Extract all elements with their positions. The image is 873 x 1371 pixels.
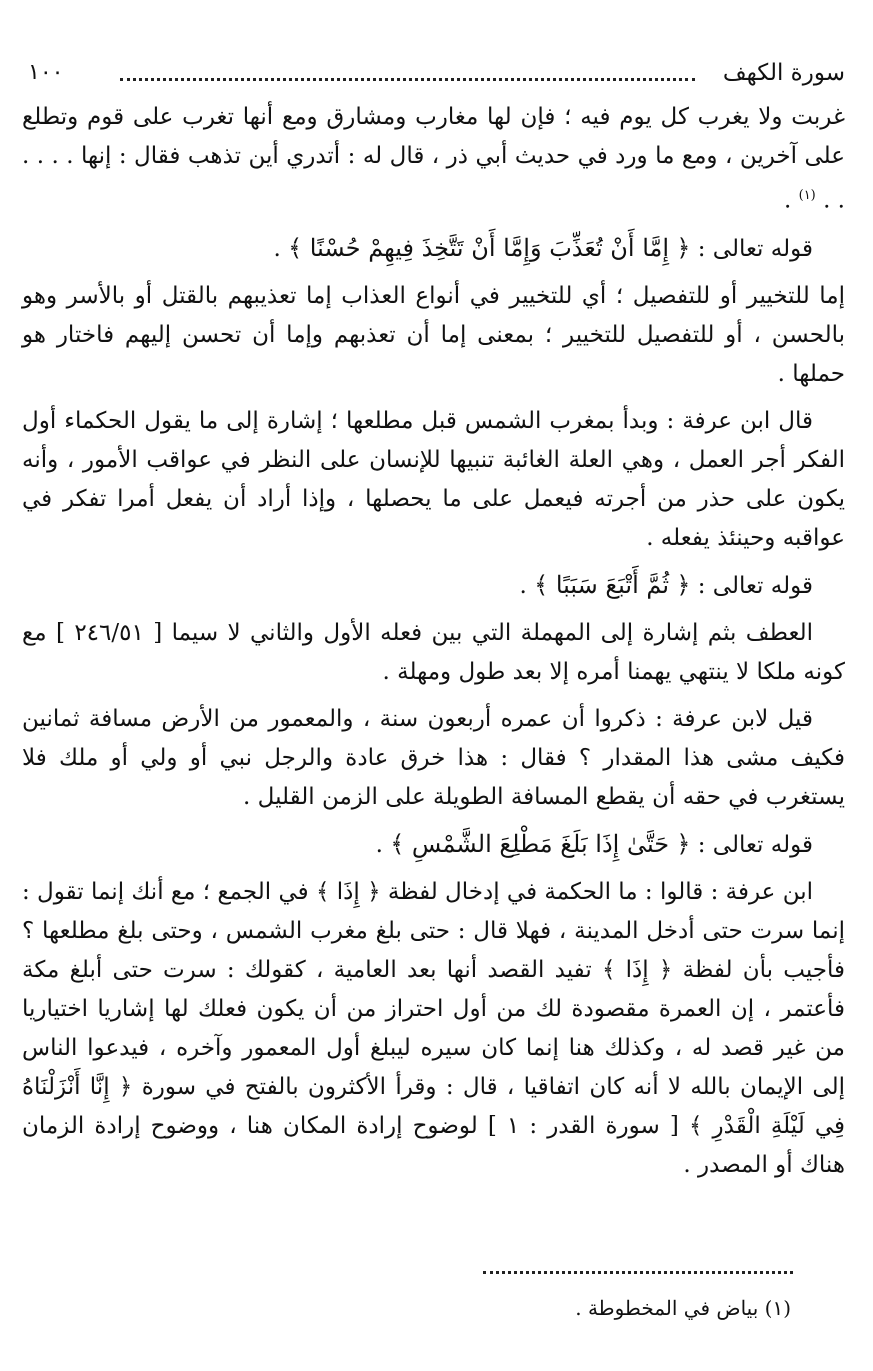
paragraph-4 xyxy=(22,402,845,558)
verse-lead: قوله تعالى : xyxy=(690,831,813,858)
verse-open-bracket: ﴿ xyxy=(676,233,691,262)
paragraph-3 xyxy=(22,277,845,394)
footnote-reference: (١) xyxy=(798,188,816,203)
page-number: ١٠٠ xyxy=(28,60,64,85)
verse-tail: . xyxy=(519,572,527,599)
paragraph-text: العطف بثم إشارة إلى المهملة التي بين فعله الأول والثاني لا سيما xyxy=(171,619,813,646)
verse-lead: قوله تعالى : xyxy=(690,572,813,599)
paragraph-text: إما للتخيير أو للتفصيل ؛ أي للتخيير في أنواع العذاب إما تعذيبهم بالقتل أو بالأسر وهو بالحسن ، أو للتفصيل للتخيير ؛ بمعنى إما أن تعذبهم وإما أن تحسن إليهم فاختار هو حملها . xyxy=(22,282,845,387)
paragraph-tail: . xyxy=(783,187,792,214)
paragraph-text: ابن عرفة : قالوا : ما الحكمة في إدخال لفظة ﴿ إِذَا ﴾ في الجمع ؛ مع أنك إنما تقول : إنما سرت حتى أدخل المدينة ، فهلا قال : حتى بلغ مغرب الشمس ، وحتى بلغ مطلعها ؟ فأجيب بأن لفظة ﴿ إِذَا ﴾ تفيد القصد أنها بعد العامية ، كقولك : سرت حتى أبلغ مكة فأعتمر ، إن العمرة مقصودة لك من أول احتراز من أن يكون فعلك لها إشاريا اختياريا من غير قصد له ، وكذلك هنا إنما كان سيره ليبلغ أول المعمور وآخره ، فيدعوا الناس إلى الإيمان بالله لا أنه كان اتفاقيا ، قال : وقرأ الأكثرون بالفتح في سورة ﴿ إِنَّا أَنْزَلْنَاهُ فِي لَيْلَةِ الْقَدْرِ ﴾ [ سورة القدر : ١ ] لوضوح إرادة المكان هنا ، ووضوح إرادة الزمان هناك أو المصدر . xyxy=(22,878,846,1178)
verse-line-2 xyxy=(22,566,845,606)
quran-verse: إِمَّا أَنْ تُعَذِّبَ وَإِمَّا أَنْ تَتَّخِذَ فِيهِمْ حُسْنًا xyxy=(302,233,670,262)
paragraph-text: غربت ولا يغرب كل يوم فيه ؛ فإن لها مغارب ومشارق ومع أنها تغرب على قوم وتطلع على آخرين ، ومع ما ورد في حديث أبي ذر ، قال له : أتدري أين تذهب فقال : إنها . . . . . . xyxy=(22,104,845,214)
paragraph-6 xyxy=(22,614,845,692)
paragraph-9 xyxy=(22,873,845,1185)
manuscript-folio-marker: [ ٢٤٦/٥١ ] xyxy=(55,619,163,646)
paragraph-text: قيل لابن عرفة : ذكروا أن عمره أربعون سنة ، والمعمور من الأرض مسافة ثمانين فكيف مشى هذا المقدار ؟ فقال : هذا خرق عادة والرجل نبي أو ولي أو ملك فلا يستغرب في حقه أن يقطع المسافة الطويلة على الزمن القليل . xyxy=(22,705,845,810)
paragraph-text-continued: مع كونه ملكا لا ينتهي يهمنا أمره إلا بعد طول ومهلة . xyxy=(22,619,845,685)
footnote-separator xyxy=(483,1271,793,1274)
verse-lead: قوله تعالى : xyxy=(690,235,813,262)
verse-close-bracket: ﴾ xyxy=(288,233,303,262)
verse-tail: . xyxy=(375,831,383,858)
paragraph-1 xyxy=(22,98,845,221)
paragraph-text: قال ابن عرفة : وبدأ بمغرب الشمس قبل مطلعها ؛ إشارة إلى ما يقول الحكماء أول الفكر أجر العمل ، وهي العلة الغائبة تنبيها للإنسان على النظر في عواقب الأمور ، وأنه يكون على حذر من أجرته فيعمل على ما يحصلها ، وإذا أراد أن يفعل أمرا تفكر في عواقبه وحينئذ يفعله . xyxy=(22,407,845,551)
surah-title: سورة الكهف xyxy=(722,60,845,86)
footnote: (١) بياض في المخطوطة . xyxy=(575,1296,791,1320)
page-header xyxy=(28,58,845,92)
paragraph-7 xyxy=(22,700,845,817)
verse-open-bracket: ﴿ xyxy=(676,570,691,599)
verse-open-bracket: ﴿ xyxy=(676,829,691,858)
page-body xyxy=(22,98,845,1193)
verse-line-1 xyxy=(22,229,845,269)
header-dotted-rule xyxy=(120,78,695,81)
verse-line-3 xyxy=(22,825,845,865)
verse-tail: . xyxy=(273,235,281,262)
quran-verse: ثُمَّ أَتْبَعَ سَبَبًا xyxy=(548,570,670,599)
verse-close-bracket: ﴾ xyxy=(534,570,549,599)
quran-verse: حَتَّىٰ إِذَا بَلَغَ مَطْلِعَ الشَّمْسِ xyxy=(404,829,670,858)
verse-close-bracket: ﴾ xyxy=(390,829,405,858)
